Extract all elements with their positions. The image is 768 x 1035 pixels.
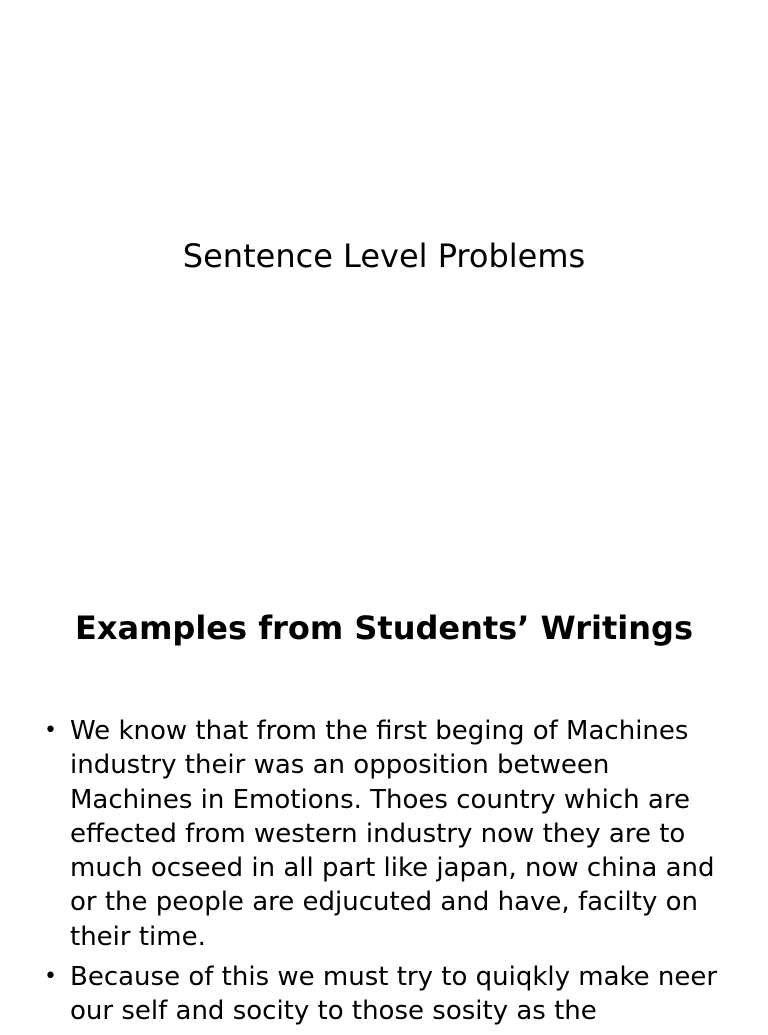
bullet-item [0,960,768,1029]
examples-bullet-list [0,714,768,1035]
bullet-dot-icon: • [44,964,57,990]
bullet-dot-icon: • [44,718,57,743]
section-heading: Examples from Students’ Writings [74,609,693,647]
bullet-text: We know that from the first beging of Machines industry their was an opposition between Machines in Emotions. Thoes country which are effected from western industry now they are to much ocseed in all part like japan, now china and or the people are edjucuted and have, facilty on their time. [70,716,715,952]
bullet-text: Because of this we must try to quiqkly make neer our self and socity to those sosity as the [70,962,718,1027]
bullet-item [0,714,768,954]
slide-title: Sentence Level Problems [182,237,586,275]
